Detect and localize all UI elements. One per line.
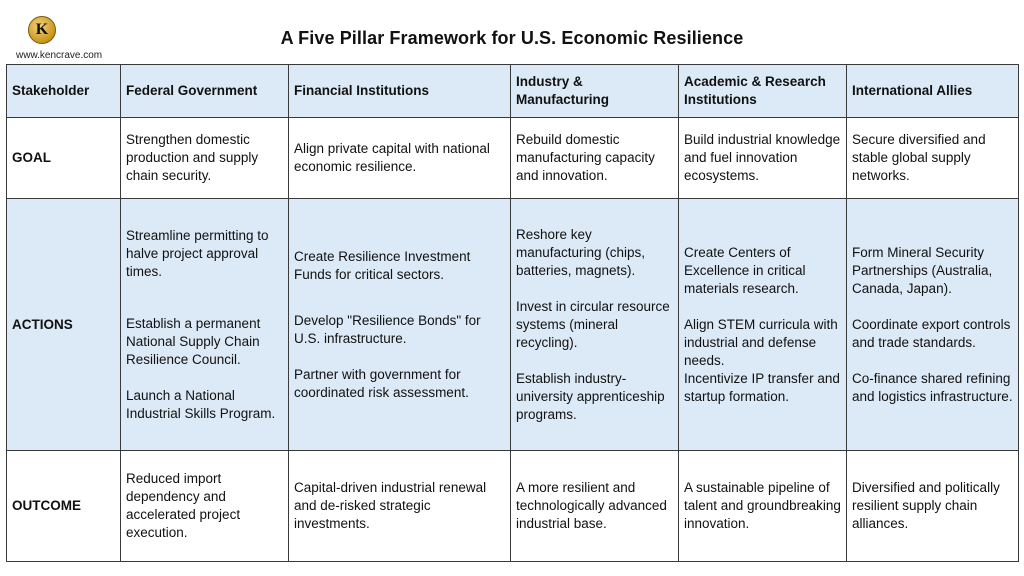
table-row-outcome <box>7 451 1019 562</box>
table-cell: Rebuild domestic manufacturing capacity and innovation. <box>511 118 679 199</box>
table-cell: Capital-driven industrial renewal and de-risked strategic investments. <box>289 451 511 562</box>
table-cell: Reduced import dependency and accelerated project execution. <box>121 451 289 562</box>
table-cell: Strengthen domestic production and supply chain security. <box>121 118 289 199</box>
column-header-industry-manufacturing: Industry & Manufacturing <box>511 65 679 118</box>
framework-table <box>6 64 1019 562</box>
column-header-academic-research: Academic & Research Institutions <box>679 65 847 118</box>
table-cell: Build industrial knowledge and fuel innovation ecosystems. <box>679 118 847 199</box>
table-cell: A sustainable pipeline of talent and groundbreaking innovation. <box>679 451 847 562</box>
table-cell: Diversified and politically resilient supply chain alliances. <box>847 451 1019 562</box>
table-cell: A more resilient and technologically advanced industrial base. <box>511 451 679 562</box>
table-header-row <box>7 65 1019 118</box>
table-cell: Form Mineral Security Partnerships (Australia, Canada, Japan). Coordinate export controls and trade standards. Co-finance shared refining and logistics infrastructure. <box>847 199 1019 451</box>
column-header-financial-institutions: Financial Institutions <box>289 65 511 118</box>
column-header-federal-government: Federal Government <box>121 65 289 118</box>
table-cell: Create Resilience Investment Funds for critical sectors. Develop "Resilience Bonds" for U.S. infrastructure. Partner with government for coordinated risk assessment. <box>289 199 511 451</box>
row-label-outcome: OUTCOME <box>7 451 121 562</box>
table-cell: Create Centers of Excellence in critical materials research. Align STEM curricula with industrial and defense needs. Incentivize IP transfer and startup formation. <box>679 199 847 451</box>
kencrave-logo-icon: K <box>28 16 56 44</box>
row-label-actions: ACTIONS <box>7 199 121 451</box>
page-title: A Five Pillar Framework for U.S. Economic Resilience <box>280 28 744 48</box>
column-header-stakeholder: Stakeholder <box>7 65 121 118</box>
table-row-goal <box>7 118 1019 199</box>
table-cell: Reshore key manufacturing (chips, batteries, magnets). Invest in circular resource systems (mineral recycling). Establish industry-university apprenticeship programs. <box>511 199 679 451</box>
row-label-goal: GOAL <box>7 118 121 199</box>
table-cell: Align private capital with national economic resilience. <box>289 118 511 199</box>
logo-url: www.kencrave.com <box>16 50 103 61</box>
table-cell: Streamline permitting to halve project approval times. Establish a permanent National Supply Chain Resilience Council. Launch a National Industrial Skills Program. <box>121 199 289 451</box>
table-row-actions <box>7 199 1019 451</box>
table-cell: Secure diversified and stable global supply networks. <box>847 118 1019 199</box>
column-header-international-allies: International Allies <box>847 65 1019 118</box>
